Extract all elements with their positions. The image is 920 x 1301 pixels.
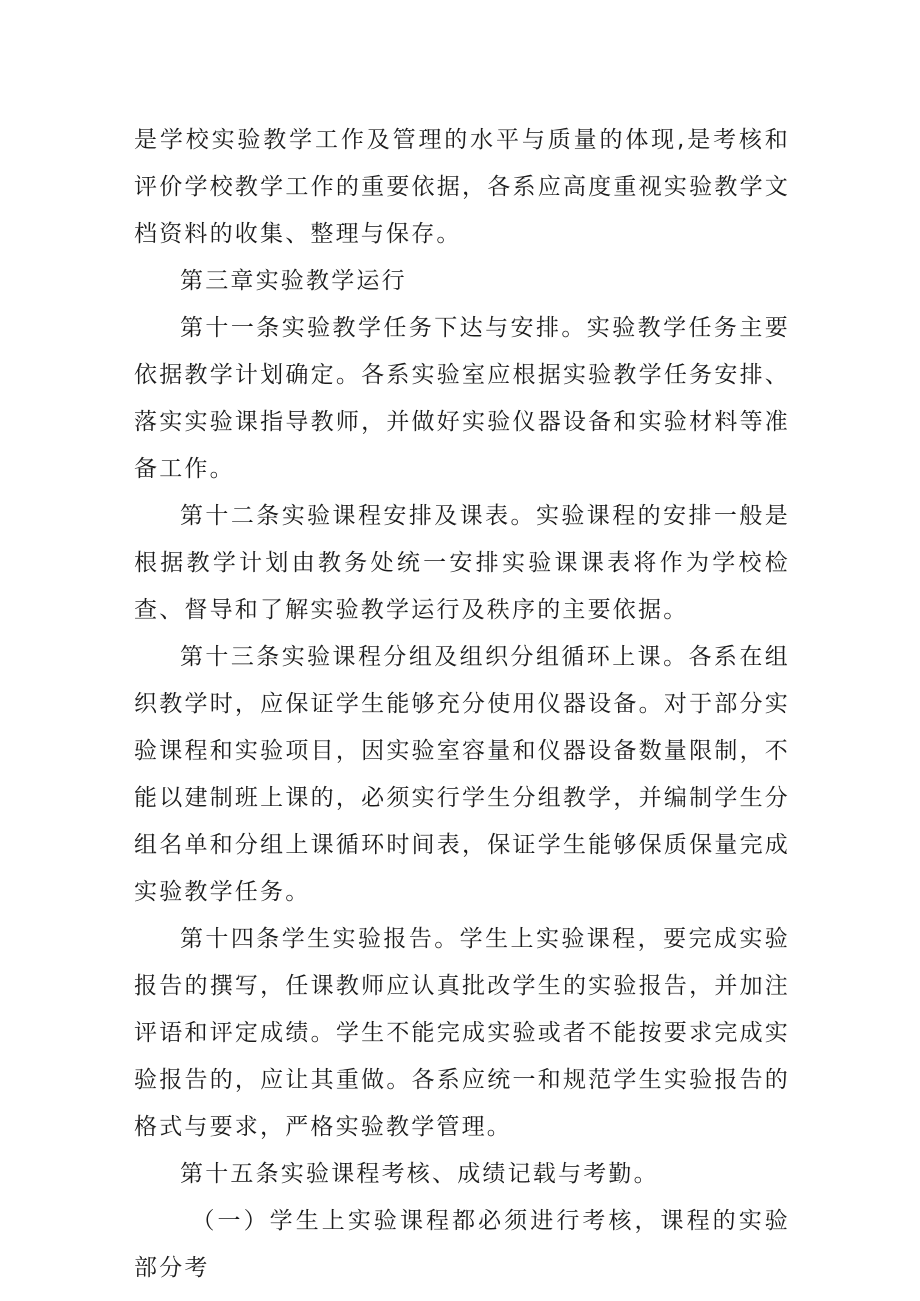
article-15: 第十五条实验课程考核、成绩记载与考勤。: [180, 1161, 659, 1187]
article-15-item-1: （一）学生上实验课程都必须进行考核，课程的实验部分考: [134, 1208, 790, 1281]
article-14: 第十四条学生实验报告。学生上实验课程，要完成实验报告的撰写，任课教师应认真批改学生的实验报告，并加注评语和评定成绩。学生不能完成实验或者不能按要求完成实验报告的，应让其重做。各系应统一和规范学生实验报告的格式与要求，严格实验教学管理。: [134, 926, 790, 1140]
document-body: [134, 117, 790, 1292]
article-12: 第十二条实验课程安排及课表。实验课程的安排一般是根据教学计划由教务处统一安排实验课课表将作为学校检查、督导和了解实验教学运行及秩序的主要依据。: [134, 503, 790, 623]
paragraph-continuation: 是学校实验教学工作及管理的水平与质量的体现,是考核和评价学校教学工作的重要依据，各系应高度重视实验教学文档资料的收集、整理与保存。: [134, 127, 790, 247]
article-13: 第十三条实验课程分组及组织分组循环上课。各系在组织教学时，应保证学生能够充分使用仪器设备。对于部分实验课程和实验项目，因实验室容量和仪器设备数量限制，不能以建制班上课的，必须实行学生分组教学，并编制学生分组名单和分组上课循环时间表，保证学生能够保质保量完成实验教学任务。: [134, 644, 790, 905]
chapter-heading: 第三章实验教学运行: [180, 268, 407, 294]
article-11: 第十一条实验教学任务下达与安排。实验教学任务主要依据教学计划确定。各系实验室应根据实验教学任务安排、落实实验课指导教师，并做好实验仪器设备和实验材料等准备工作。: [134, 315, 790, 482]
